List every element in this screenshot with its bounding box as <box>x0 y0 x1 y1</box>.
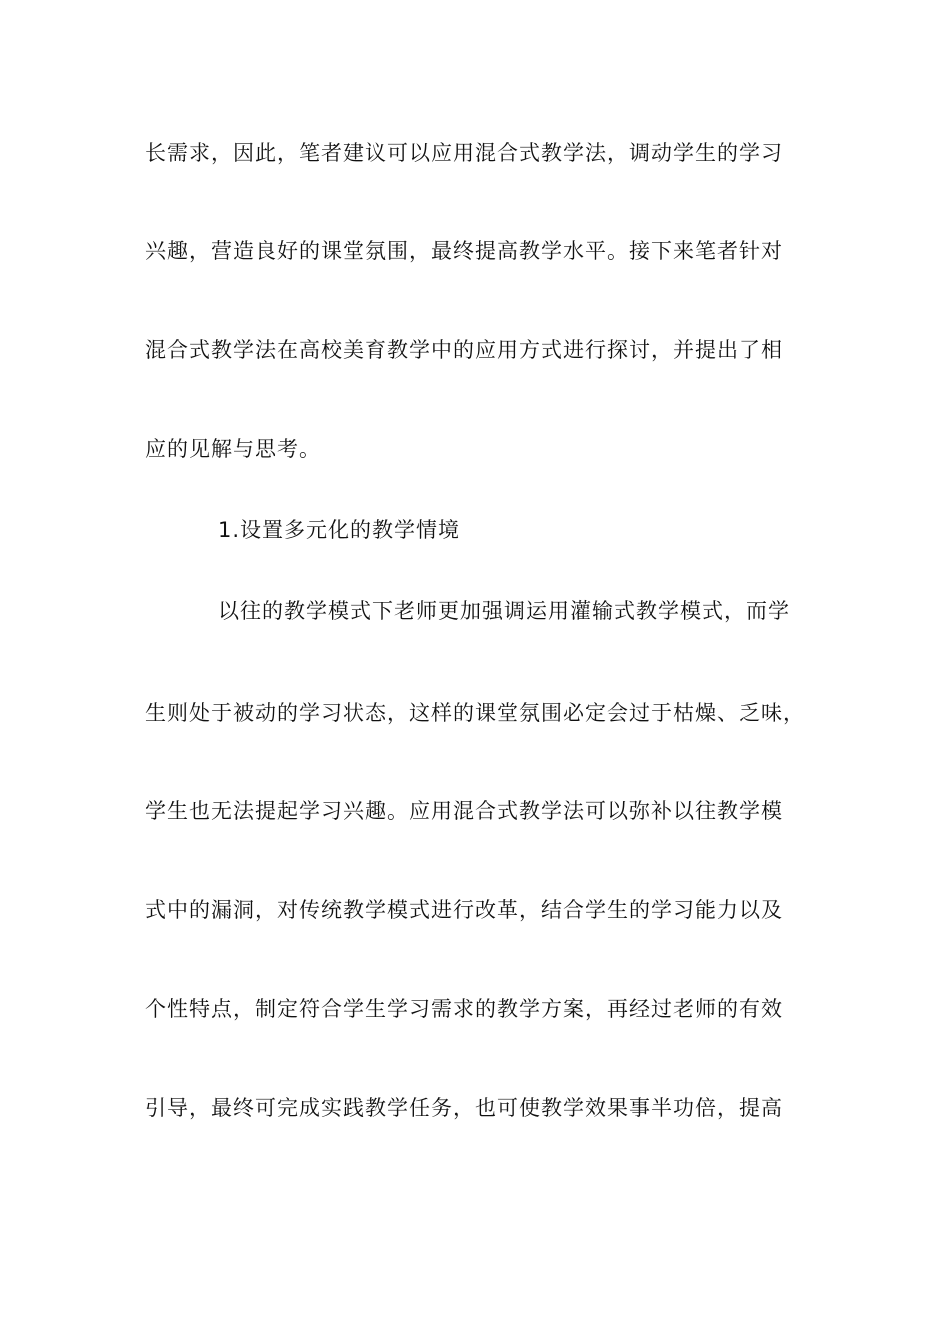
paragraph-line: 生则处于被动的学习状态，这样的课堂氛围必定会过于枯燥、乏味， <box>145 701 805 725</box>
paragraph-line: 引导，最终可完成实践教学任务，也可使教学效果事半功倍，提高 <box>145 1096 783 1120</box>
paragraph-line: 式中的漏洞，对传统教学模式进行改革，结合学生的学习能力以及 <box>145 898 783 922</box>
paragraph-line: 兴趣，营造良好的课堂氛围，最终提高教学水平。接下来笔者针对 <box>145 239 783 263</box>
paragraph-line: 学生也无法提起学习兴趣。应用混合式教学法可以弥补以往教学模 <box>145 799 783 823</box>
paragraph-line: 个性特点，制定符合学生学习需求的教学方案，再经过老师的有效 <box>145 997 783 1021</box>
paragraph-line: 长需求，因此，笔者建议可以应用混合式教学法，调动学生的学习 <box>145 141 783 165</box>
section-heading: 1.设置多元化的教学情境 <box>218 518 461 542</box>
paragraph-line: 混合式教学法在高校美育教学中的应用方式进行探讨，并提出了相 <box>145 338 783 362</box>
paragraph-line: 应的见解与思考。 <box>145 437 321 461</box>
paragraph-line: 以往的教学模式下老师更加强调运用灌输式教学模式，而学 <box>218 599 790 623</box>
